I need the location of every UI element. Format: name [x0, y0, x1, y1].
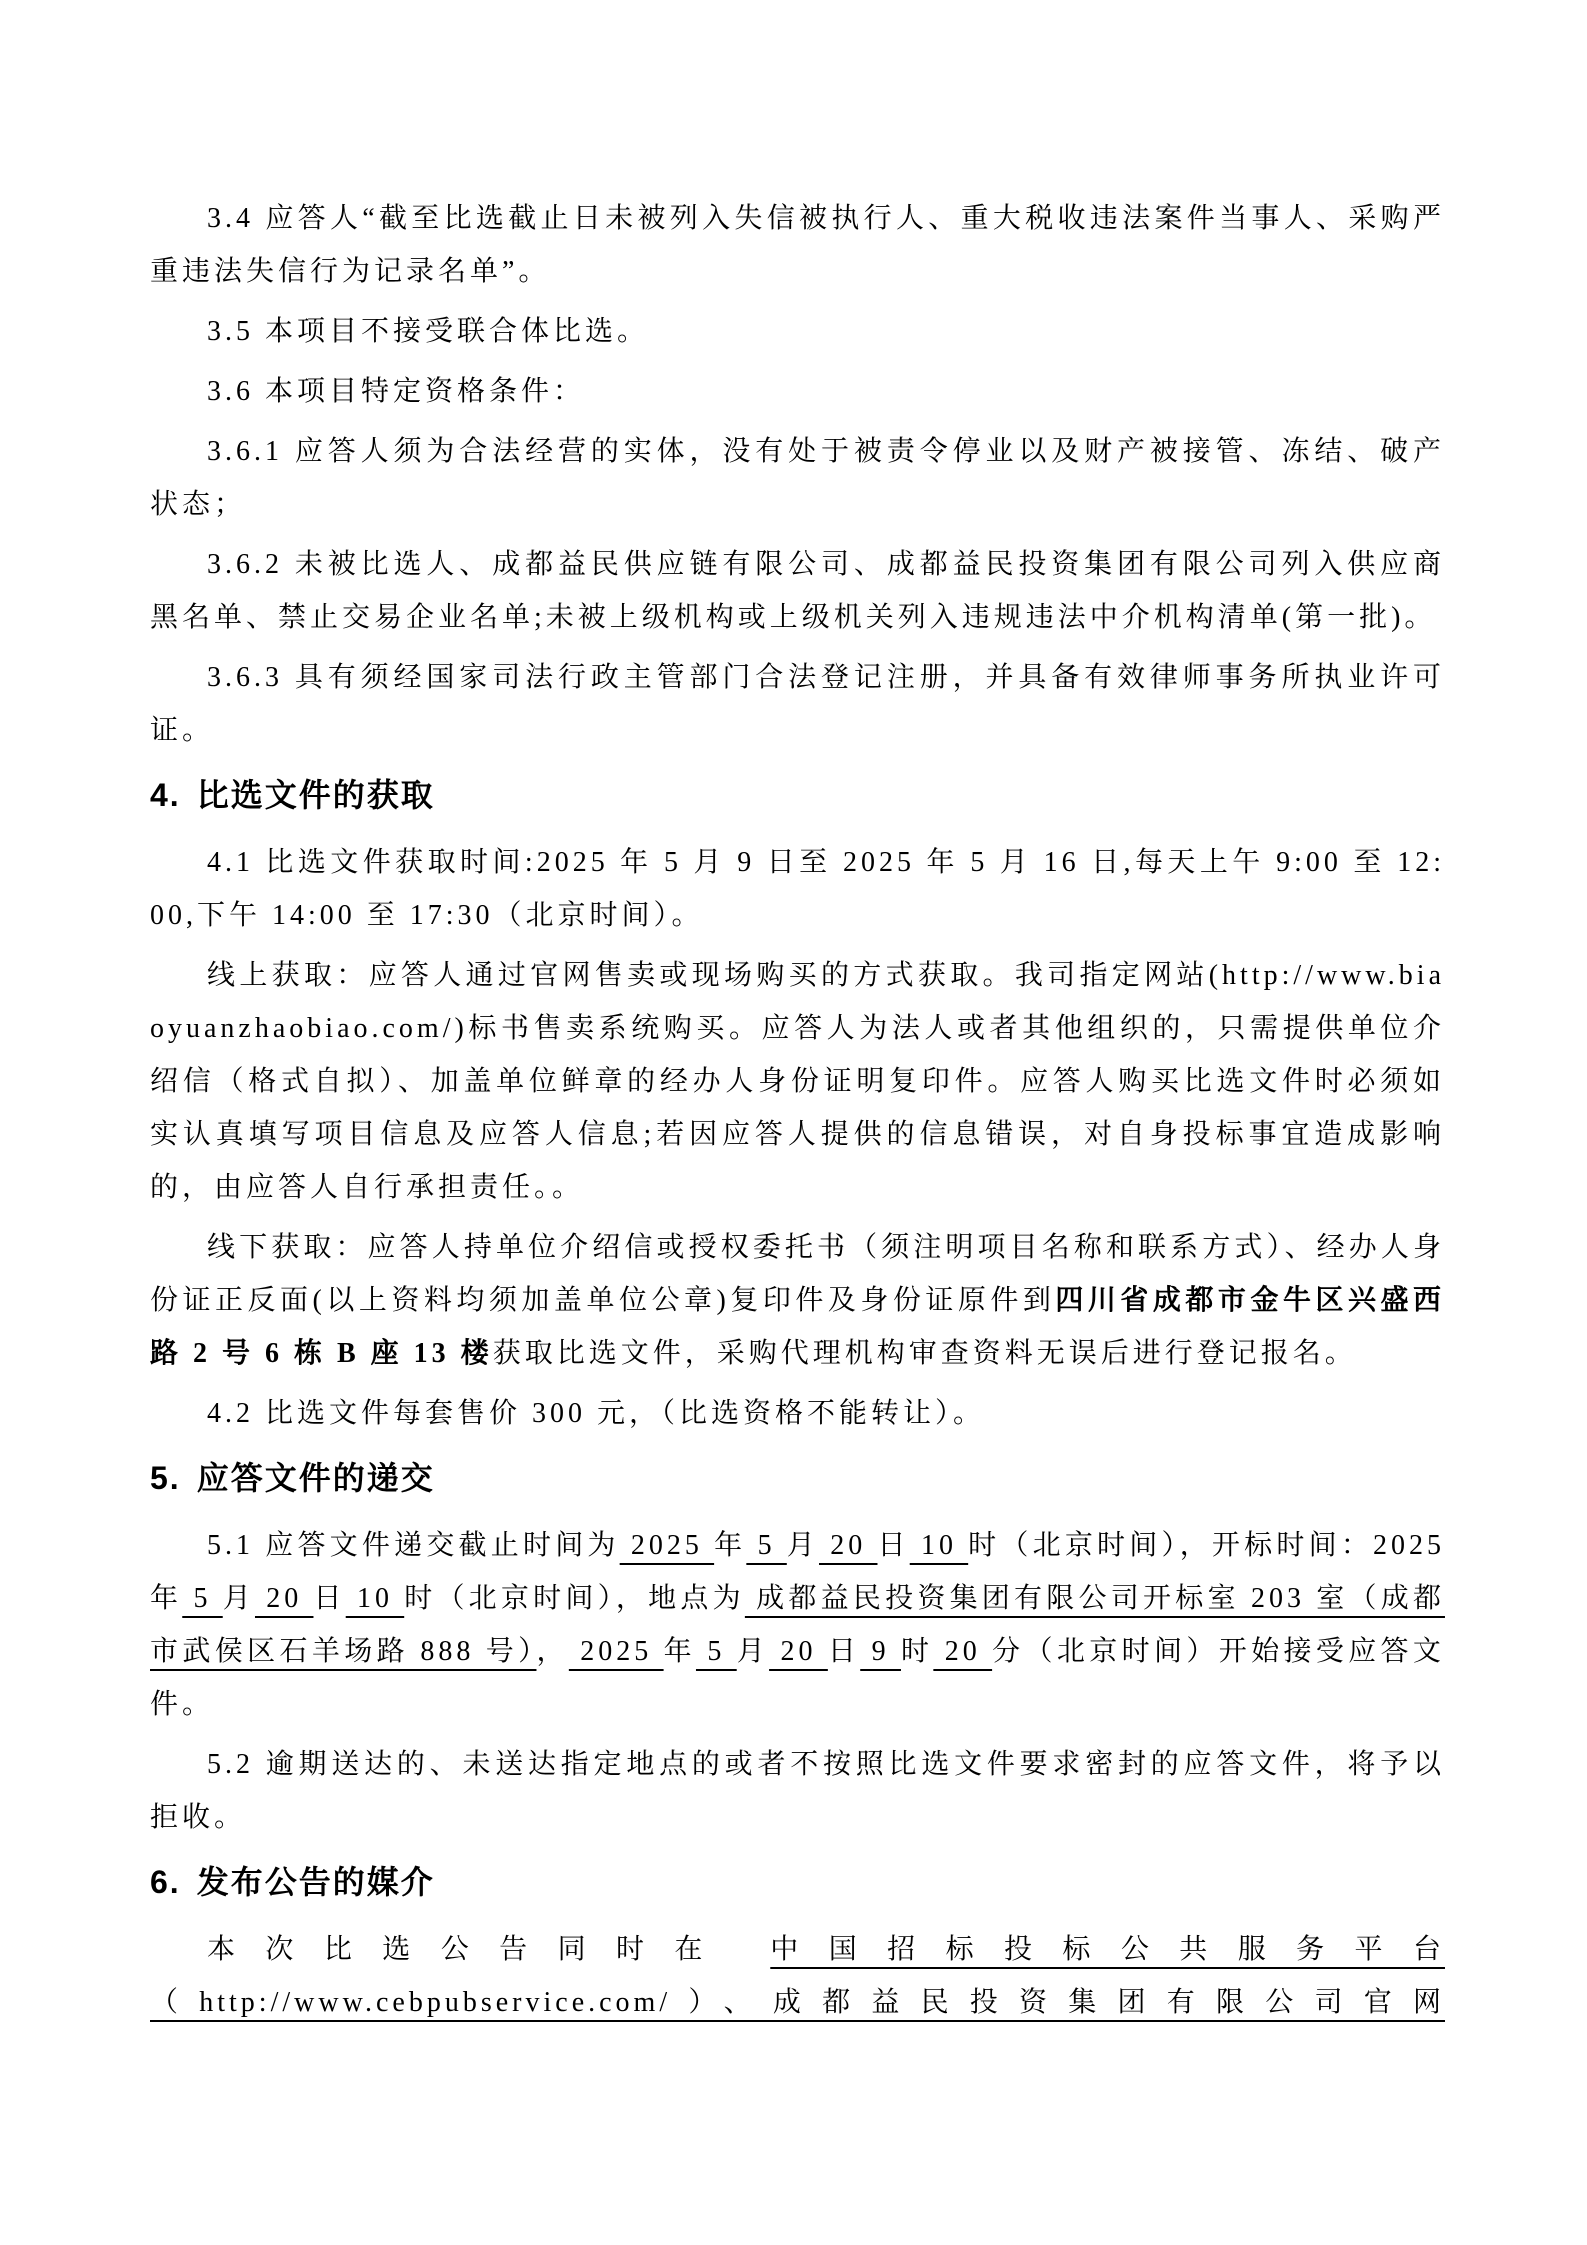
- paragraph-online-purchase: [150, 949, 1445, 1214]
- text-run: 20: [769, 1636, 828, 1667]
- clause-3-6-2: [150, 538, 1445, 644]
- text-run: 中国招标投标公共服务平台: [770, 1934, 1445, 1965]
- text-run: 获取比选文件，采购代理机构审查资料无误后进行登记报名。: [492, 1338, 1357, 1369]
- text-run: 3.5 本项目不接受联合体比选。: [207, 316, 650, 347]
- text-run: 年: [663, 1636, 696, 1667]
- heading-number: 5.: [150, 1460, 181, 1496]
- text-run: 3.4 应答人“截至比选截止日未被列入失信被执行人、重大税收违法案件当事人、采购严重违法失信行为记录名单”。: [150, 203, 1445, 287]
- text-run: 5.2 逾期送达的、未送达指定地点的或者不按照比选文件要求密封的应答文件，将予以拒收。: [150, 1749, 1445, 1833]
- text-run: 线下获取：应答人持单位介绍信或授权委托书（须注明项目名称和联系方式）、经办人身份证正反面(以上资料均须加盖单位公章)复印件及身份证原件到: [150, 1232, 1445, 1316]
- text-run: 四川省成都市金牛区兴盛西路 2 号 6 栋 B 座 13 楼: [150, 1285, 1445, 1369]
- text-run: 月: [222, 1583, 255, 1614]
- clause-3-6: [150, 365, 1445, 418]
- text-run: 20: [819, 1530, 878, 1561]
- text-run: 2025: [619, 1530, 715, 1561]
- text-run: 月: [736, 1636, 770, 1667]
- clause-4-1: [150, 836, 1445, 942]
- text-run: 本次比选公告同时在: [207, 1934, 771, 1965]
- text-run: 3.6.1 应答人须为合法经营的实体，没有处于被责令停业以及财产被接管、冻结、破产状态；: [150, 436, 1445, 520]
- heading-text: 比选文件的获取: [196, 777, 435, 813]
- text-run: 成都益民投资集团有限公司开标室 203 室（成都市武侯区石羊场路 888 号）: [150, 1583, 1445, 1667]
- clause-5-2: [150, 1738, 1445, 1844]
- text-run: 时: [900, 1636, 934, 1667]
- section-heading-4: [150, 769, 1445, 822]
- heading-text: 应答文件的递交: [196, 1460, 435, 1496]
- text-run: 分（北京时间）开始接受应答文件。: [150, 1636, 1445, 1720]
- text-run: 日: [313, 1583, 346, 1614]
- clause-5-1: [150, 1519, 1445, 1731]
- text-run: 10: [909, 1530, 969, 1561]
- text-run: 月: [786, 1530, 820, 1561]
- text-run: 4.2 比选文件每套售价 300 元，（比选资格不能转让）。: [207, 1398, 986, 1429]
- section-heading-5: [150, 1452, 1445, 1505]
- clause-3-5: [150, 305, 1445, 358]
- text-run: 2025: [568, 1636, 664, 1667]
- text-run: 5.1 应答文件递交截止时间为: [207, 1530, 620, 1561]
- clause-3-6-3: [150, 651, 1445, 757]
- clause-3-4: [150, 192, 1445, 298]
- text-run: 5: [746, 1530, 787, 1561]
- text-run: 10: [345, 1583, 405, 1614]
- clause-4-2: [150, 1387, 1445, 1440]
- section-heading-6: [150, 1856, 1445, 1909]
- heading-text: 发布公告的媒介: [196, 1864, 435, 1900]
- text-run: 日: [827, 1636, 861, 1667]
- text-run: 5: [695, 1636, 737, 1667]
- text-run: ，: [536, 1636, 569, 1667]
- text-run: 3.6 本项目特定资格条件：: [207, 376, 586, 407]
- text-run: 线上获取：应答人通过官网售卖或现场购买的方式获取。我司指定网站(http://www.biaoyuanzhaobiao.com/)标书售卖系统购买。应答人为法人或者其他组织的，只需提供单位介绍信（格式自拟）、加盖单位鲜章的经办人身份证明复印件。应答人购买比选文件时必须如实认真填写项目信息及应答人信息;若因应答人提供的信息错误，对自身投标事宜造成影响的，由应答人自行承担责任。。: [150, 960, 1445, 1203]
- text-run: 时（北京时间），开标时间：2025 年: [150, 1530, 1446, 1614]
- text-run: 20: [254, 1583, 314, 1614]
- text-run: 3.6.3 具有须经国家司法行政主管部门合法登记注册，并具备有效律师事务所执业许可证。: [150, 662, 1445, 746]
- text-run: 年: [714, 1530, 747, 1561]
- text-run: （http://www.cebpubservice.com/）、成都益民投资集团有限公司官网: [150, 1987, 1445, 2018]
- text-run: 4.1 比选文件获取时间:2025 年 5 月 9 日至 2025 年 5 月 16 日,每天上午 9:00 至 12:00,下午 14:00 至 17:30（北京时间）。: [150, 847, 1445, 931]
- text-run: 日: [877, 1530, 910, 1561]
- paragraph-offline-purchase: [150, 1221, 1445, 1380]
- text-run: 9: [860, 1636, 901, 1667]
- paragraph-announcement-media: [150, 1923, 1445, 2029]
- text-run: 时（北京时间），地点为: [404, 1583, 745, 1614]
- heading-number: 6.: [150, 1864, 181, 1900]
- heading-number: 4.: [150, 777, 181, 813]
- text-run: 5: [182, 1583, 223, 1614]
- clause-3-6-1: [150, 425, 1445, 531]
- text-run: 20: [933, 1636, 993, 1667]
- text-run: 3.6.2 未被比选人、成都益民供应链有限公司、成都益民投资集团有限公司列入供应商黑名单、禁止交易企业名单;未被上级机构或上级机关列入违规违法中介机构清单(第一批)。: [150, 549, 1445, 633]
